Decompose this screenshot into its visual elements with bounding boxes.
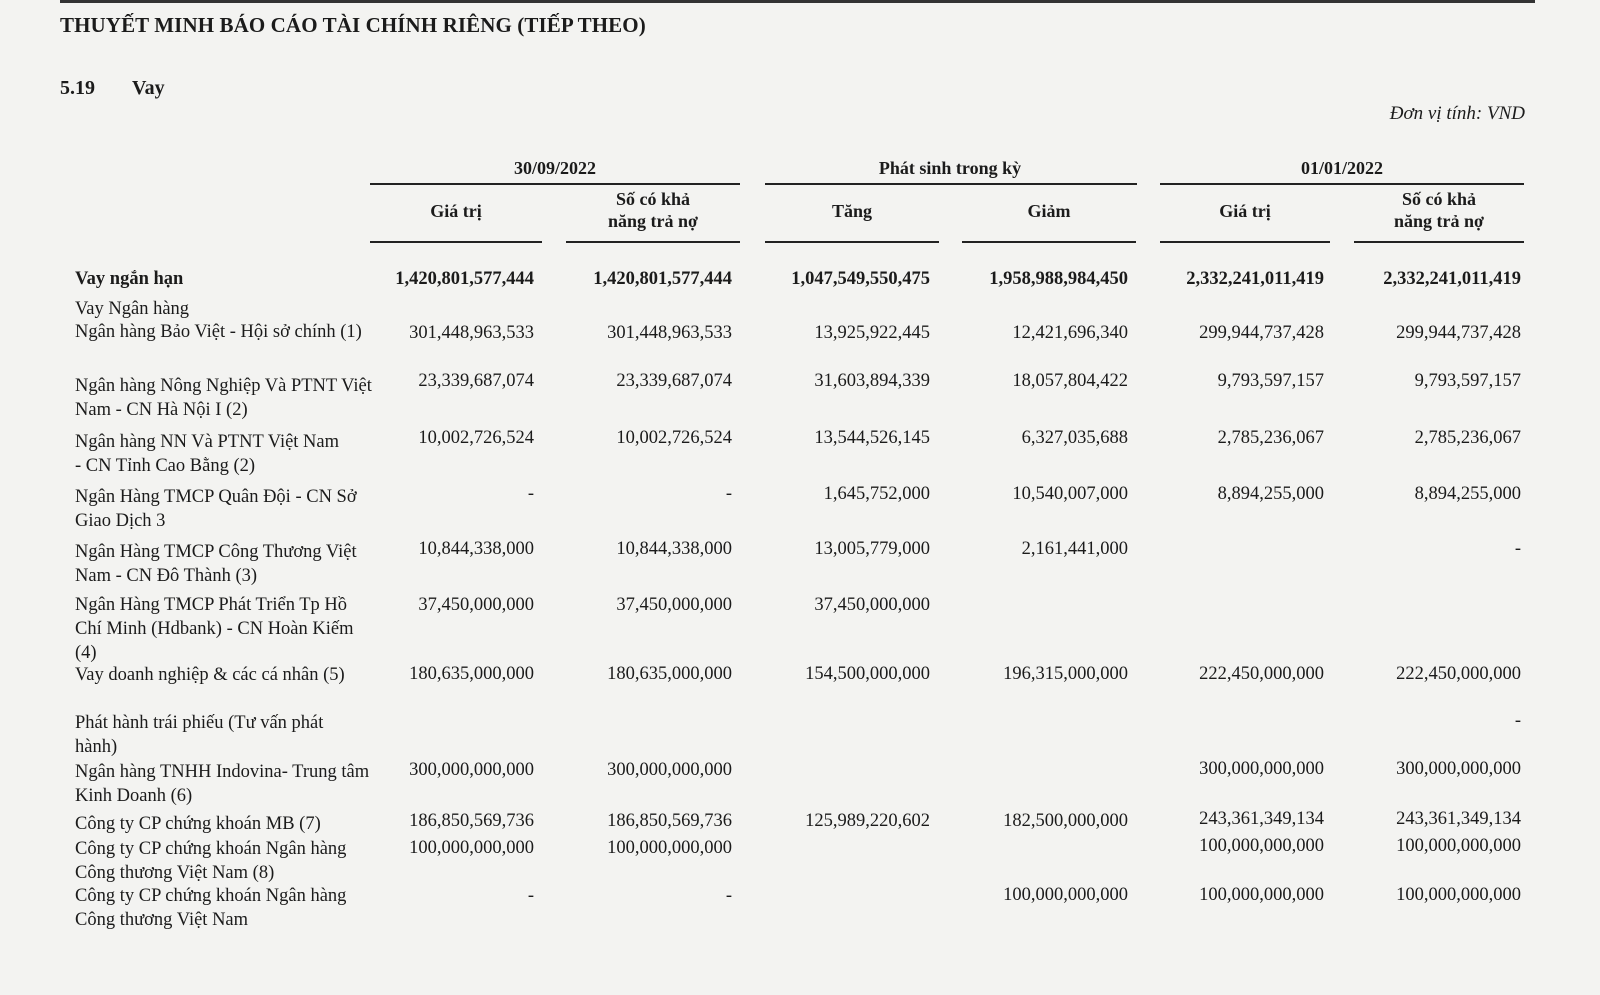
row-label: Ngân Hàng TMCP Phát Triển Tp Hồ Chí Minh (Hdbank) - CN Hoàn Kiếm (4)	[75, 595, 354, 663]
cell-value: -	[725, 484, 732, 504]
cell-value: 301,448,963,533	[607, 323, 732, 343]
row-label: Ngân hàng NN Và PTNT Việt Nam - CN Tỉnh Cao Bằng (2)	[75, 432, 340, 476]
cell-value: 1,420,801,577,444	[395, 269, 534, 289]
cell-value: 100,000,000,000	[607, 838, 732, 858]
header-rule	[962, 241, 1136, 243]
col-header-line: Số có khả	[615, 189, 691, 209]
cell-value: 100,000,000,000	[1199, 836, 1324, 856]
cell-value: 23,339,687,074	[616, 371, 732, 391]
header-rule	[1160, 241, 1330, 243]
cell-value: 23,339,687,074	[418, 371, 534, 391]
cell-value: 100,000,000,000	[409, 838, 534, 858]
col-header-tang: Tăng	[831, 201, 873, 221]
header-rule	[370, 241, 542, 243]
cell-value: 10,844,338,000	[418, 539, 534, 559]
cell-value: -	[527, 484, 534, 504]
cell-value: 10,844,338,000	[616, 539, 732, 559]
cell-value: 10,540,007,000	[1012, 484, 1128, 504]
cell-value: 299,944,737,428	[1199, 323, 1324, 343]
cell-value: 2,785,236,067	[1217, 428, 1324, 448]
cell-value: 13,005,779,000	[814, 539, 930, 559]
cell-value: 9,793,597,157	[1217, 371, 1324, 391]
cell-value: 299,944,737,428	[1396, 323, 1521, 343]
cell-value: 37,450,000,000	[418, 595, 534, 615]
group-header-30-09-2022: 30/09/2022	[513, 158, 596, 178]
header-rule	[566, 241, 740, 243]
cell-value: 300,000,000,000	[607, 760, 732, 780]
cell-value: 222,450,000,000	[1199, 664, 1324, 684]
cell-value: 2,785,236,067	[1414, 428, 1521, 448]
row-label: Ngân hàng TNHH Indovina- Trung tâm Kinh Doanh (6)	[75, 762, 370, 806]
group-rule	[765, 183, 1137, 185]
col-header-line: năng trả nợ	[608, 211, 698, 231]
col-header-so-kha-nang	[566, 188, 740, 232]
cell-value: 186,850,569,736	[409, 811, 534, 831]
cell-value: 154,500,000,000	[805, 664, 930, 684]
cell-value: 180,635,000,000	[409, 664, 534, 684]
col-header-gia-tri: Giá trị	[430, 201, 482, 221]
cell-value: 125,989,220,602	[805, 811, 930, 831]
row-label: Ngân hàng Bảo Việt - Hội sở chính (1)	[75, 322, 362, 342]
cell-value: 31,603,894,339	[814, 371, 930, 391]
row-label: Vay Ngân hàng	[75, 299, 190, 319]
row-label: Phát hành trái phiếu (Tư vấn phát hành)	[75, 713, 324, 757]
cell-value: 2,332,241,011,419	[1383, 269, 1521, 289]
cell-value: 243,361,349,134	[1396, 809, 1521, 829]
row-label: Ngân Hàng TMCP Quân Đội - CN Sở Giao Dịch 3	[75, 487, 357, 531]
group-header-phat-sinh: Phát sinh trong kỳ	[878, 158, 1022, 178]
cell-value: -	[1514, 711, 1521, 731]
cell-value: 8,894,255,000	[1217, 484, 1324, 504]
cell-value: 13,544,526,145	[814, 428, 930, 448]
cell-value: -	[527, 886, 534, 906]
cell-value: 100,000,000,000	[1199, 885, 1324, 905]
cell-value: 37,450,000,000	[616, 595, 732, 615]
cell-value: 2,332,241,011,419	[1186, 269, 1324, 289]
group-rule	[1160, 183, 1524, 185]
cell-value: 13,925,922,445	[814, 323, 930, 343]
cell-value: 300,000,000,000	[1396, 759, 1521, 779]
row-label: Ngân Hàng TMCP Công Thương Việt Nam - CN Đô Thành (3)	[75, 542, 357, 586]
cell-value: 1,645,752,000	[823, 484, 930, 504]
cell-value: 100,000,000,000	[1396, 836, 1521, 856]
cell-value: 186,850,569,736	[607, 811, 732, 831]
cell-value: 100,000,000,000	[1003, 885, 1128, 905]
row-label: Công ty CP chứng khoán Ngân hàng Công thương Việt Nam	[75, 886, 347, 930]
cell-value: 1,958,988,984,450	[989, 269, 1128, 289]
col-header-gia-tri: Giá trị	[1219, 201, 1271, 221]
row-label: Ngân hàng Nông Nghiệp Và PTNT Việt Nam - CN Hà Nội I (2)	[75, 376, 372, 420]
cell-value: 196,315,000,000	[1003, 664, 1128, 684]
cell-value: 37,450,000,000	[814, 595, 930, 615]
cell-value: 8,894,255,000	[1414, 484, 1521, 504]
row-label: Vay ngắn hạn	[75, 269, 184, 289]
row-label: Vay doanh nghiệp & các cá nhân (5)	[75, 665, 345, 685]
cell-value: 10,002,726,524	[616, 428, 732, 448]
currency-unit: Đơn vị tính: VND	[1389, 103, 1525, 124]
cell-value: 18,057,804,422	[1012, 371, 1128, 391]
header-rule	[765, 241, 939, 243]
cell-value: -	[725, 886, 732, 906]
cell-value: 100,000,000,000	[1396, 885, 1521, 905]
cell-value: 182,500,000,000	[1003, 811, 1128, 831]
row-label: Công ty CP chứng khoán Ngân hàng Công thương Việt Nam (8)	[75, 839, 347, 883]
section-number: 5.19	[60, 77, 95, 99]
cell-value: 301,448,963,533	[409, 323, 534, 343]
cell-value: 9,793,597,157	[1414, 371, 1521, 391]
cell-value: 300,000,000,000	[1199, 759, 1324, 779]
cell-value: 300,000,000,000	[409, 760, 534, 780]
cell-value: 1,420,801,577,444	[593, 269, 732, 289]
group-header-01-01-2022: 01/01/2022	[1300, 158, 1383, 178]
top-rule	[60, 0, 1535, 3]
cell-value: -	[1514, 539, 1521, 559]
cell-value: 2,161,441,000	[1021, 539, 1128, 559]
cell-value: 180,635,000,000	[607, 664, 732, 684]
header-rule	[1354, 241, 1524, 243]
col-header-line: năng trả nợ	[1394, 211, 1484, 231]
row-label: Công ty CP chứng khoán MB (7)	[75, 814, 321, 834]
cell-value: 222,450,000,000	[1396, 664, 1521, 684]
col-header-so-kha-nang	[1354, 188, 1524, 232]
cell-value: 243,361,349,134	[1199, 809, 1324, 829]
cell-value: 1,047,549,550,475	[791, 269, 930, 289]
group-rule	[370, 183, 740, 185]
col-header-line: Số có khả	[1401, 189, 1477, 209]
cell-value: 6,327,035,688	[1021, 428, 1128, 448]
col-header-giam: Giảm	[1027, 201, 1071, 221]
cell-value: 10,002,726,524	[418, 428, 534, 448]
page-title: THUYẾT MINH BÁO CÁO TÀI CHÍNH RIÊNG (TIẾP THEO)	[60, 13, 646, 37]
cell-value: 12,421,696,340	[1012, 323, 1128, 343]
section-title: Vay	[132, 77, 165, 99]
